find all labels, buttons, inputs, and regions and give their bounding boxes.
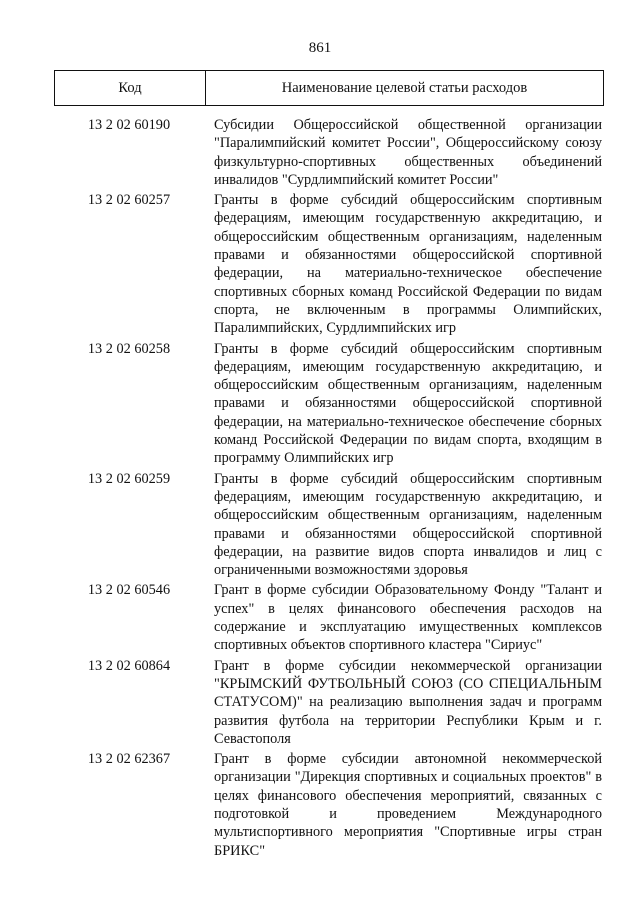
row-code: 13 2 02 60257 bbox=[87, 192, 171, 209]
row-code: 13 2 02 60546 bbox=[87, 582, 171, 599]
table-row bbox=[54, 191, 604, 337]
row-code: 13 2 02 60259 bbox=[87, 470, 171, 487]
page-number: 861 bbox=[308, 40, 332, 56]
row-description: Гранты в форме субсидий общероссийским спортивным федерациям, имеющим государственную аккредитацию, и общероссийским общественным организациям, наделенным правами и обязанностями общероссийской спортивной федерации, на развитие видов спорта инвалидов и лиц с ограниченными возможностями здоровья bbox=[214, 470, 602, 579]
table-row bbox=[54, 470, 604, 580]
row-code: 13 2 02 60864 bbox=[87, 657, 171, 674]
row-code: 13 2 02 60258 bbox=[87, 340, 171, 357]
table-row bbox=[54, 340, 604, 468]
budget-items-list bbox=[54, 116, 604, 862]
table-row bbox=[54, 657, 604, 748]
table-row bbox=[54, 750, 604, 860]
row-description: Грант в форме субсидии Образовательному Фонду "Талант и успех" в целях финансового обеспечения расходов на содержание и эксплуатацию имущественных комплексов спортивных объектов спортивного кластера "Сириус" bbox=[214, 582, 602, 654]
row-code: 13 2 02 62367 bbox=[87, 751, 171, 768]
row-description: Гранты в форме субсидий общероссийским спортивным федерациям, имеющим государственную аккредитацию, и общероссийским общественным организациям, наделенным правами и обязанностями общероссийской спортивной федерации, на материально-техническое обеспечение сборных команд Российской Федерации по видам спорта, входящим в программу Олимпийских игр bbox=[214, 340, 602, 467]
header-code-column: Код bbox=[55, 71, 206, 105]
row-description: Гранты в форме субсидий общероссийским спортивным федерациям, имеющим государственную аккредитацию, и общероссийским общественным организациям, наделенным правами и обязанностями общероссийской спортивной федерации, на материально-техническое обеспечение спортивных сборных команд Российской Федерации по видам спорта, не включенным в программы Олимпийских, Паралимпийских, Сурдлимпийских игр bbox=[214, 192, 602, 337]
table-row bbox=[54, 581, 604, 654]
row-code: 13 2 02 60190 bbox=[87, 117, 171, 133]
row-description: Грант в форме субсидии некоммерческой организации "КРЫМСКИЙ ФУТБОЛЬНЫЙ СОЮЗ (СО СПЕЦИАЛЬНЫМ СТАТУСОМ)" на реализацию выполнения задач и программ развития футбола на территории Республики Крым и г. Севастополя bbox=[214, 657, 602, 747]
row-description: Грант в форме субсидии автономной некоммерческой организации "Дирекция спортивных и социальных проектов" в целях финансового обеспечения мероприятий, связанных с подготовкой и проведением Международного мультиспортивного мероприятия "Спортивные игры стран БРИКС" bbox=[214, 751, 602, 859]
row-description: Субсидии Общероссийской общественной организации "Паралимпийский комитет России", Общероссийскому союзу физкультурно-спортивных общественных объединений инвалидов "Сурдлимпийский комитет России" bbox=[214, 117, 602, 188]
table-header bbox=[54, 70, 604, 106]
table-row bbox=[54, 116, 604, 189]
header-name-column: Наименование целевой статьи расходов bbox=[281, 79, 528, 96]
